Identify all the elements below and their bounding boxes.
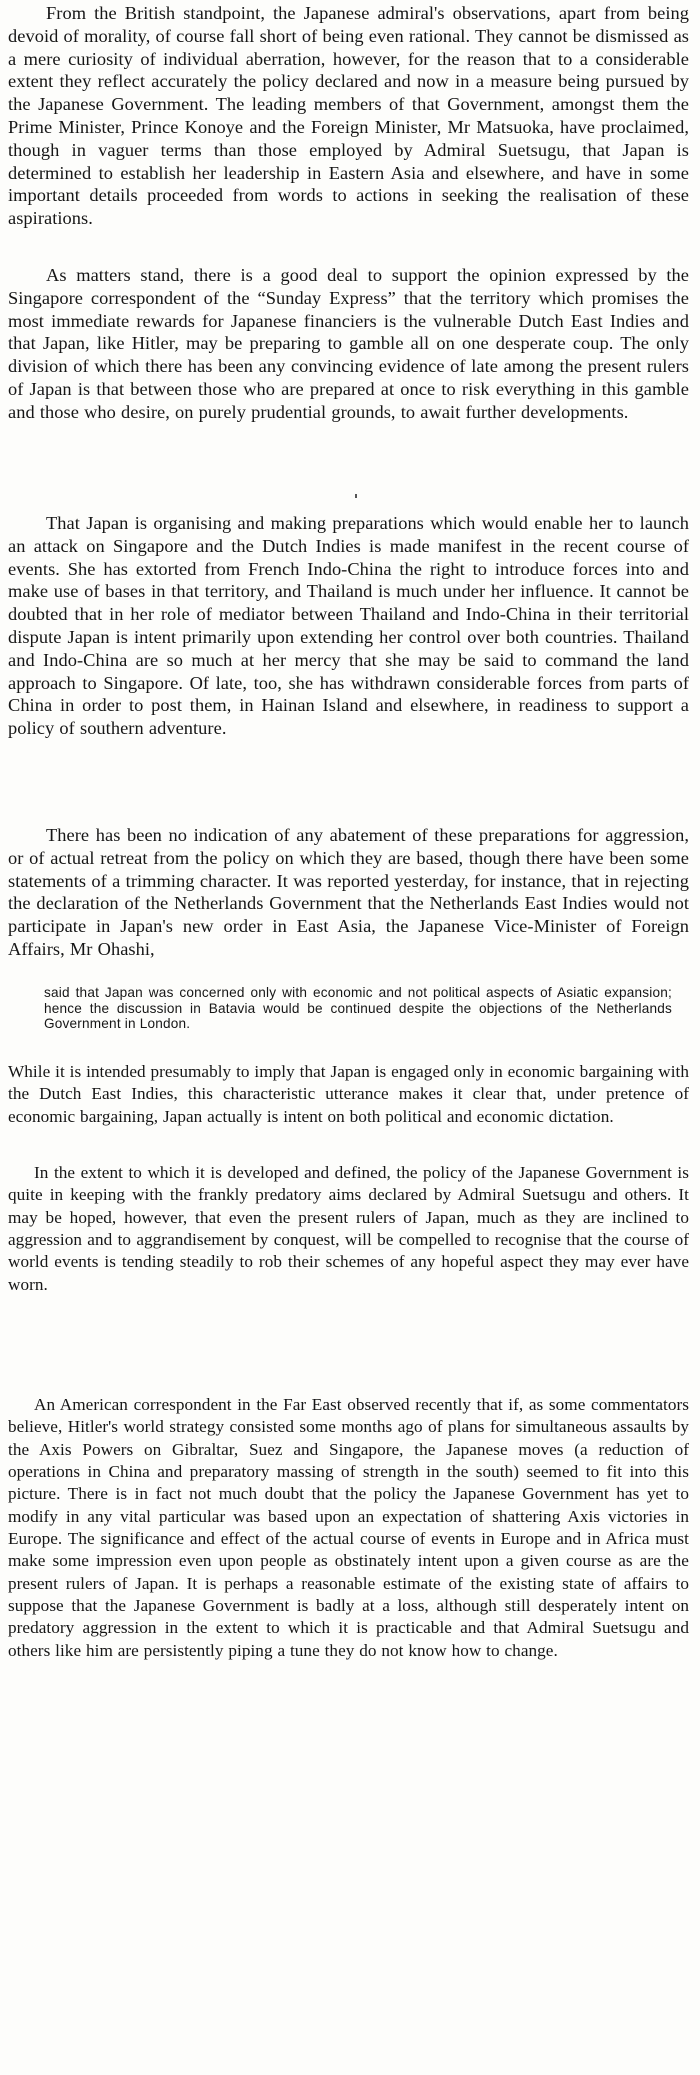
block-quote-ohashi: said that Japan was concerned only with economic and not political aspects of Asiatic expansion; hence the discussion in Batavia would be continued despite the objections of the Netherlands Government in London. (44, 985, 672, 1032)
print-speck (355, 494, 357, 498)
paragraph-american-correspondent: An American correspondent in the Far East observed recently that if, as some commentators believe, Hitler's world strategy consisted some months ago of plans for simultaneous assaults by the Axis Powers on Gibraltar, Suez and Singapore, the Japanese moves (a reduction of operations in China and preparatory massing of strength in the south) seemed to fit into this picture. There is in fact not much doubt that the policy the Japanese Government has yet to modify in any vital particular was based upon an expectation of shattering Axis victories in Europe. The significance and effect of the actual course of events in Europe and in Africa must make some impression even upon people as obstinately intent upon a given course as are the present rulers of Japan. It is perhaps a reasonable estimate of the existing state of affairs to suppose that the Japanese Government is badly at a loss, although still desperately intent on predatory aggression in the extent to which it is practicable and that Admiral Suetsugu and others like him are persistently piping a tune they do not know how to change. (8, 1395, 689, 1660)
paragraph-policy-extent: In the extent to which it is developed and defined, the policy of the Japanese Government is quite in keeping with the frankly predatory aims declared by Admiral Suetsugu and others. It may be hoped, however, that even the present rulers of Japan, much as they are inclined to aggression and to aggrandisement by conquest, will be compelled to recognise that the course of world events is tending steadily to rob their schemes of any hopeful aspect they may ever have worn. (8, 1163, 689, 1294)
paragraph-continuation: While it is intended presumably to imply that Japan is engaged only in economic bargaining with the Dutch East Indies, this characteristic utterance makes it clear that, under pretence of economic bargaining, Japan actually is intent on both political and economic dictation. (8, 1062, 689, 1126)
paragraph-british-standpoint: From the British standpoint, the Japanese admiral's observations, apart from being devoid of morality, of course fall short of being even rational. They cannot be dismissed as a mere curiosity of individual aberration, however, for the reason that to a considerable extent they reflect accurately the policy declared and now in a measure being pursued by the Japanese Government. The leading members of that Government, amongst them the Prime Minister, Prince Konoye and the Foreign Minister, Mr Matsuoka, have proclaimed, though in vaguer terms than those employed by Admiral Suetsugu, that Japan is determined to establish her leadership in Eastern Asia and elsewhere, and have in some important details proceeded from words to actions in seeking the realisation of these aspirations. (8, 3, 689, 229)
paragraph-no-abatement: There has been no indication of any abatement of these preparations for aggression, or of actual retreat from the policy on which they are based, though there have been some statements of a trimming character. It was reported yesterday, for instance, that in rejecting the declaration of the Netherlands Government that the Netherlands East Indies would not participate in Japan's new order in East Asia, the Japanese Vice-Minister of Foreign Affairs, Mr Ohashi, (8, 825, 689, 959)
paragraph-matters-stand: As matters stand, there is a good deal to support the opinion expressed by the Singapore correspondent of the “Sunday Express” that the territory which promises the most immediate rewards for Japanese financiers is the vulnerable Dutch East Indies and that Japan, like Hitler, may be preparing to gamble all on one desperate coup. The only division of which there has been any convincing evidence of late among the present rulers of Japan is that between those who are prepared at once to risk everything in this gamble and those who desire, on purely prudential grounds, to await further developments. (8, 265, 689, 422)
paragraph-japan-organising: That Japan is organising and making preparations which would enable her to launch an attack on Singapore and the Dutch Indies is made manifest in the recent course of events. She has extorted from French Indo-China the right to introduce forces into and make use of bases in that territory, and Thailand is much under her influence. It cannot be doubted that in her role of mediator between Thailand and Indo-China in their territorial dispute Japan is intent primarily upon extending her control over both countries. Thailand and Indo-China are so much at her mercy that she may be said to command the land approach to Singapore. Of late, too, she has withdrawn considerable forces from parts of China in order to post them, in Hainan Island and elsewhere, in readiness to support a policy of southern adventure. (8, 513, 689, 739)
